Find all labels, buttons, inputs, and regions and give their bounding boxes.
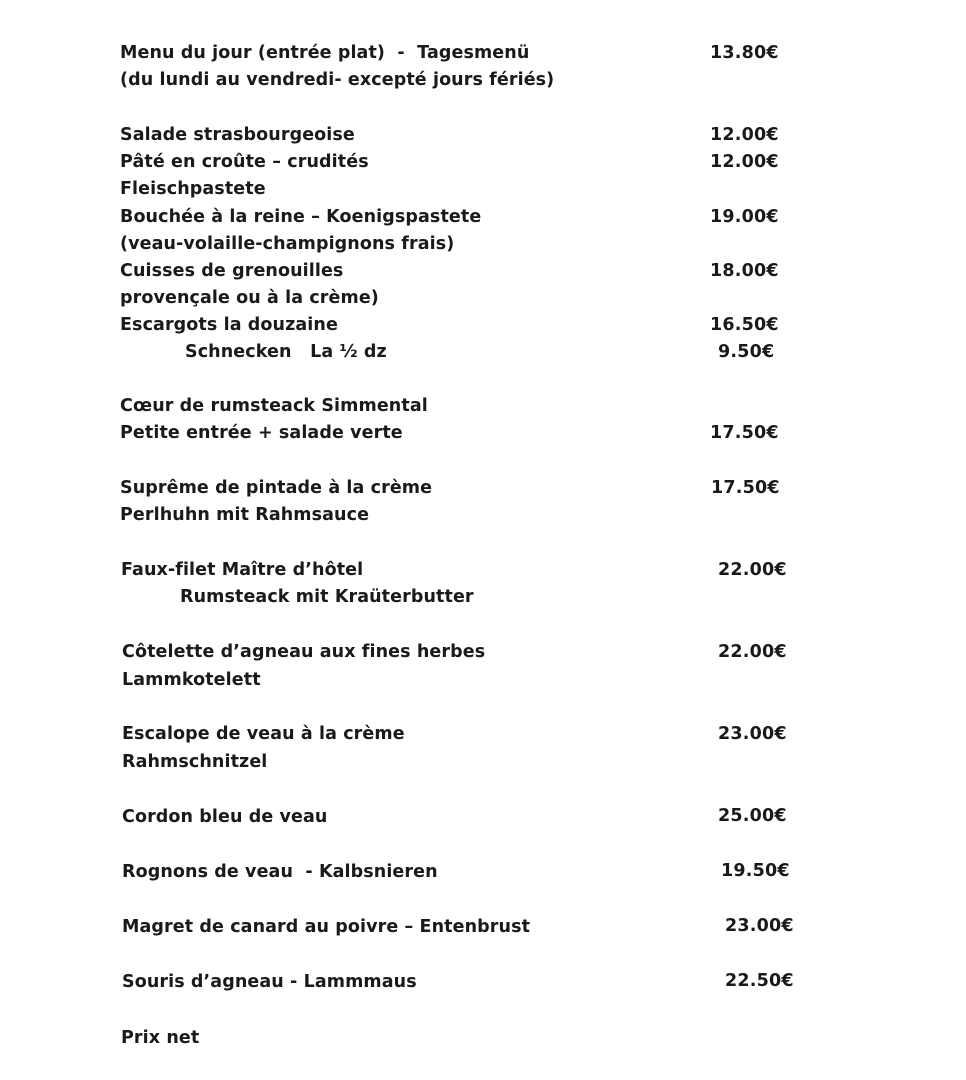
cuisses-de-grenouilles: Cuisses de grenouilles — [120, 261, 344, 281]
cuisses-de-grenouilles-price: 18.00€ — [710, 261, 779, 281]
supreme-de-pintade-german: Perlhuhn mit Rahmsauce — [120, 505, 370, 525]
coeur-de-rumsteack-price: 17.50€ — [710, 423, 779, 443]
escargots-douzaine: Escargots la douzaine — [120, 315, 338, 335]
menu-du-jour-title: Menu du jour (entrée plat) - Tagesmenü — [120, 43, 530, 63]
escalope-de-veau: Escalope de veau à la crème — [122, 724, 405, 744]
bouchee-a-la-reine: Bouchée à la reine – Koenigspastete — [120, 207, 482, 227]
pate-en-croute-german: Fleischpastete — [120, 179, 266, 199]
rognons-de-veau-price: 19.50€ — [721, 861, 790, 881]
prix-net-footer: Prix net — [121, 1028, 200, 1048]
magret-de-canard-price: 23.00€ — [725, 916, 794, 936]
supreme-de-pintade: Suprême de pintade à la crème — [120, 478, 433, 498]
pate-en-croute-price: 12.00€ — [710, 152, 779, 172]
cordon-bleu-de-veau: Cordon bleu de veau — [122, 807, 328, 827]
souris-d-agneau: Souris d’agneau - Lammmaus — [122, 972, 417, 992]
cotelette-d-agneau: Côtelette d’agneau aux fines herbes — [122, 642, 486, 662]
menu-du-jour-price: 13.80€ — [710, 43, 779, 63]
schnecken-demi-douzaine-price: 9.50€ — [718, 342, 775, 362]
salade-strasbourgeoise: Salade strasbourgeoise — [120, 125, 355, 145]
souris-d-agneau-price: 22.50€ — [725, 971, 794, 991]
bouchee-a-la-reine-note: (veau-volaille-champignons frais) — [120, 234, 455, 254]
cotelette-d-agneau-german: Lammkotelett — [122, 670, 261, 690]
cordon-bleu-de-veau-price: 25.00€ — [718, 806, 787, 826]
faux-filet-german: Rumsteack mit Kraüterbutter — [180, 587, 474, 607]
coeur-de-rumsteack: Cœur de rumsteack Simmental — [120, 396, 428, 416]
faux-filet: Faux-filet Maître d’hôtel — [121, 560, 364, 580]
faux-filet-price: 22.00€ — [718, 560, 787, 580]
menu-du-jour-note: (du lundi au vendredi- excepté jours fériés) — [120, 70, 555, 90]
escalope-de-veau-german: Rahmschnitzel — [122, 752, 268, 772]
magret-de-canard: Magret de canard au poivre – Entenbrust — [122, 917, 531, 937]
pate-en-croute: Pâté en croûte – crudités — [120, 152, 369, 172]
rognons-de-veau: Rognons de veau - Kalbsnieren — [122, 862, 438, 882]
supreme-de-pintade-price: 17.50€ — [711, 478, 780, 498]
escargots-douzaine-price: 16.50€ — [710, 315, 779, 335]
cotelette-d-agneau-price: 22.00€ — [718, 642, 787, 662]
coeur-de-rumsteack-note: Petite entrée + salade verte — [120, 423, 403, 443]
cuisses-de-grenouilles-note: provençale ou à la crème) — [120, 288, 379, 308]
salade-strasbourgeoise-price: 12.00€ — [710, 125, 779, 145]
escalope-de-veau-price: 23.00€ — [718, 724, 787, 744]
schnecken-demi-douzaine: Schnecken La ½ dz — [185, 342, 387, 362]
bouchee-a-la-reine-price: 19.00€ — [710, 207, 779, 227]
